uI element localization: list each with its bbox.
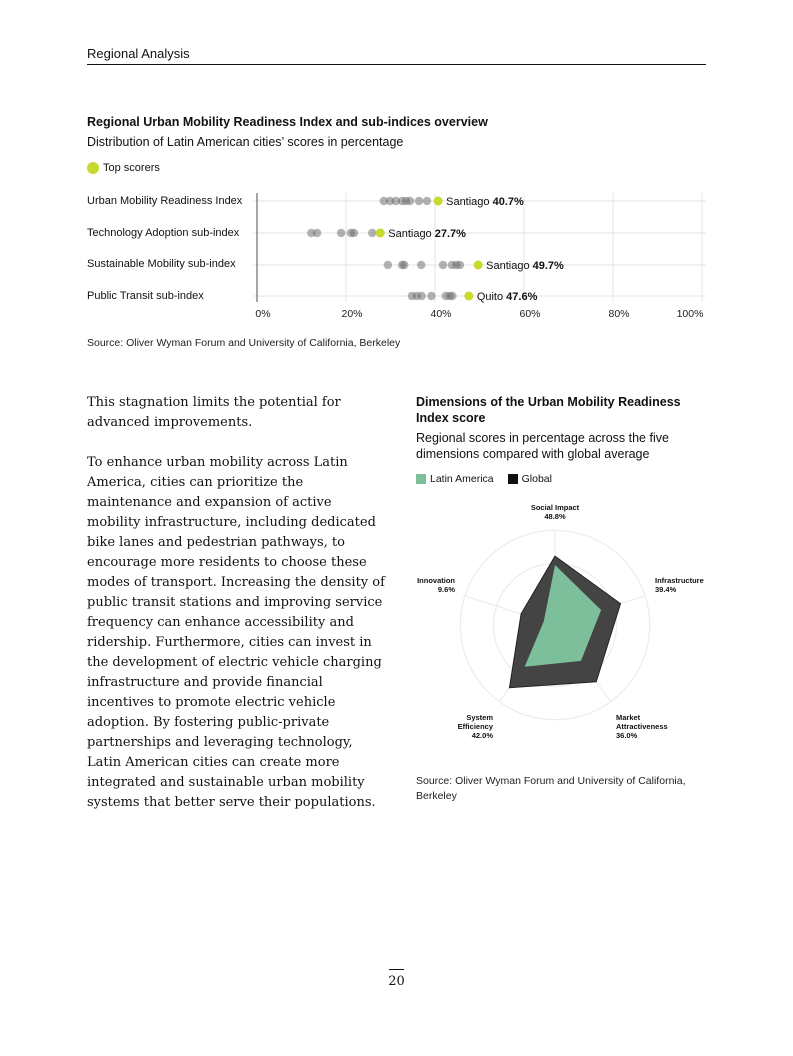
top-scorer-dot xyxy=(434,197,443,206)
x-tick-label: 60% xyxy=(519,308,541,320)
paragraph: To enhance urban mobility across Latin America, cities can prioritize the maintenance and expansion of active mobility infrastructure, including dedicated bike lanes and pedestrian pathways, to encourage more residents to choose these modes of transport. Increasing the density of public transit stations and improving service frequency can enhance accessibility and ridership. Furthermore, cities can invest in the development of electric vehicle charging infrastructure and provide financial incentives to promote electric vehicle adoption. By fostering public-private partnerships and leveraging technology, Latin American cities can create more integrated and sustainable urban mobility systems that better serve their populations. xyxy=(87,455,385,810)
top-scorer-dot xyxy=(464,292,473,301)
city-dot xyxy=(417,292,425,300)
legend-label: Top scorers xyxy=(103,162,160,174)
radar-axis-label: Infrastructure 39.4% xyxy=(655,576,704,594)
radar-axis-label: Market Attractiveness 36.0% xyxy=(616,713,668,740)
row-label: Sustainable Mobility sub-index xyxy=(87,258,236,270)
top-scorer-label: Santiago 40.7% xyxy=(446,196,524,208)
top-scorer-dot xyxy=(474,261,483,270)
legend-label: Latin America xyxy=(430,473,494,485)
top-scorer-dot xyxy=(376,229,385,238)
chart1-source: Source: Oliver Wyman Forum and University of California, Berkeley xyxy=(87,337,401,349)
city-dot xyxy=(337,229,345,237)
body-text xyxy=(87,393,387,833)
legend-label: Global xyxy=(521,473,552,485)
city-dot xyxy=(417,261,425,269)
top-scorer-label: Quito 47.6% xyxy=(476,291,538,303)
x-tick-label: 20% xyxy=(341,308,363,320)
city-dot xyxy=(368,229,376,237)
global-legend-icon xyxy=(508,474,518,484)
chart2-source: Source: Oliver Wyman Forum and University of California, Berkeley xyxy=(416,775,686,802)
top-scorer-label: Santiago 27.7% xyxy=(388,228,466,240)
city-dot xyxy=(406,197,414,205)
city-dot xyxy=(456,261,464,269)
radar-axis-label: Social Impact 48.8% xyxy=(530,503,580,521)
chart2-subtitle: Regional scores in percentage across the five dimensions compared with global average xyxy=(416,431,669,461)
chart2-title: Dimensions of the Urban Mobility Readiness Index score xyxy=(416,395,681,425)
city-dot xyxy=(439,261,447,269)
chart2-legend xyxy=(416,473,552,485)
page-number-rule xyxy=(389,969,404,970)
city-dot xyxy=(400,261,408,269)
latin-america-legend-icon xyxy=(416,474,426,484)
chart1-title: Regional Urban Mobility Readiness Index and sub-indices overview xyxy=(87,115,488,129)
dot-plot-chart xyxy=(0,0,793,330)
row-label: Urban Mobility Readiness Index xyxy=(87,195,243,207)
city-dot xyxy=(423,197,431,205)
row-label: Public Transit sub-index xyxy=(87,290,204,302)
x-tick-label: 80% xyxy=(608,308,630,320)
row-label: Technology Adoption sub-index xyxy=(87,227,240,239)
city-dot xyxy=(350,229,358,237)
x-tick-label: 40% xyxy=(430,308,452,320)
city-dot xyxy=(415,197,423,205)
city-dot xyxy=(448,292,456,300)
page-number: 20 xyxy=(388,974,405,989)
radar-chart xyxy=(400,495,720,755)
top-scorer-label: Santiago 49.7% xyxy=(486,260,564,272)
radar-axis-label: System Efficiency 42.0% xyxy=(457,713,493,740)
chart1-subtitle: Distribution of Latin American cities’ scores in percentage xyxy=(87,135,404,149)
section-title: Regional Analysis xyxy=(87,46,190,61)
radar-axis-label: Innovation 9.6% xyxy=(417,576,455,594)
paragraph: This stagnation limits the potential for advanced improvements. xyxy=(87,395,341,430)
x-tick-label: 0% xyxy=(255,308,271,320)
city-dot xyxy=(384,261,392,269)
city-dot xyxy=(313,229,321,237)
x-tick-label: 100% xyxy=(676,308,704,320)
city-dot xyxy=(427,292,435,300)
